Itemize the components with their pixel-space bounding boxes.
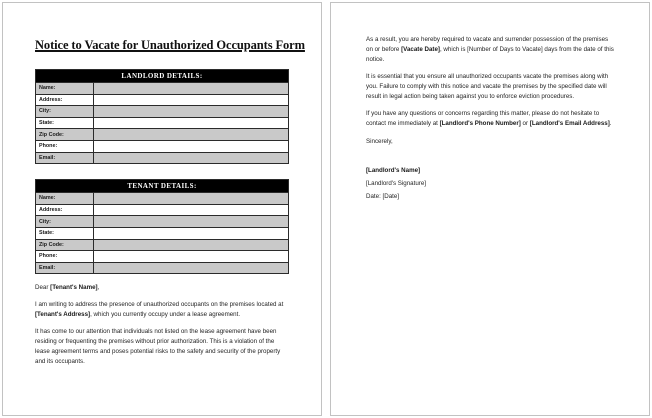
text-run: , which is [Number of Days to Vacate] days from the date of this notice. <box>366 46 614 63</box>
placeholder-text: [Landlord's Email Address] <box>529 120 610 127</box>
field-label: Email: <box>36 153 94 164</box>
field-value-cell[interactable] <box>94 106 288 117</box>
placeholder-text: [Landlord's Name] <box>366 167 421 174</box>
field-value-cell[interactable] <box>94 205 288 216</box>
vacate-deadline-paragraph <box>366 35 614 65</box>
table-row <box>36 227 288 239</box>
text-run: I am writing to address the presence of unauthorized occupants on the premises located at <box>35 301 284 309</box>
table-row <box>36 140 288 152</box>
salutation-paragraph <box>35 283 289 293</box>
field-value-cell[interactable] <box>94 153 288 164</box>
field-label: State: <box>36 118 94 129</box>
text-run: If you have any questions or concerns regarding this matter, please do not hesitate to contact me immediately at <box>366 110 600 127</box>
field-value-cell[interactable] <box>94 193 288 204</box>
text-run: . <box>609 120 612 127</box>
field-label: Name: <box>36 83 94 94</box>
table-row <box>36 250 288 262</box>
field-value-cell[interactable] <box>94 228 288 239</box>
table-row <box>36 239 288 251</box>
field-label: Address: <box>36 95 94 106</box>
landlord-table-header: LANDLORD DETAILS: <box>36 70 288 82</box>
text-run: or <box>520 120 530 127</box>
compliance-paragraph <box>366 72 614 102</box>
page-2 <box>330 2 650 416</box>
closing-line: Sincerely, <box>366 138 393 145</box>
tenant-table-header: TENANT DETAILS: <box>36 180 288 192</box>
text-run: , which you currently occupy under a lease agreement. <box>90 311 241 319</box>
document-title: Notice to Vacate for Unauthorized Occupants Form <box>35 38 305 52</box>
table-row <box>36 128 288 140</box>
field-label: State: <box>36 228 94 239</box>
field-value-cell[interactable] <box>94 263 288 274</box>
field-value-cell[interactable] <box>94 83 288 94</box>
signature-name-line <box>366 166 614 176</box>
contact-paragraph <box>366 109 614 129</box>
text-run: , <box>97 284 100 292</box>
text-run: It has come to our attention that individuals not listed on the lease agreement have been residing or frequenting the premises without prior authorization. This is a violation of the lease agreement terms and poses potential risks to the safety and security of the property and its occupants. <box>35 328 281 366</box>
field-value-cell[interactable] <box>94 240 288 251</box>
field-label: Phone: <box>36 141 94 152</box>
field-value-cell[interactable] <box>94 251 288 262</box>
field-value-cell[interactable] <box>94 95 288 106</box>
field-value-cell[interactable] <box>94 141 288 152</box>
field-label: Zip Code: <box>36 129 94 140</box>
signature-date-line <box>366 192 614 202</box>
field-value-cell[interactable] <box>94 118 288 129</box>
field-value-cell[interactable] <box>94 216 288 227</box>
table-row <box>36 204 288 216</box>
placeholder-text: [Landlord's Phone Number] <box>439 120 521 127</box>
table-row <box>36 94 288 106</box>
landlord-details-table <box>35 69 289 164</box>
field-label: Email: <box>36 263 94 274</box>
text-run: Date: [Date] <box>366 193 400 200</box>
table-row <box>36 82 288 94</box>
field-label: City: <box>36 216 94 227</box>
table-row <box>36 192 288 204</box>
field-label: Phone: <box>36 251 94 262</box>
field-label: Name: <box>36 193 94 204</box>
text-run: As a result, you are hereby required to vacate and surrender possession of the premises on or before <box>366 36 609 53</box>
tenant-table-body <box>36 192 288 273</box>
text-run: [Landlord's Signature] <box>366 180 427 187</box>
table-row <box>36 117 288 129</box>
field-label: Address: <box>36 205 94 216</box>
placeholder-text: [Tenant's Name] <box>50 284 98 292</box>
table-row <box>36 105 288 117</box>
placeholder-text: [Tenant's Address] <box>35 311 91 319</box>
table-row <box>36 215 288 227</box>
placeholder-text: [Vacate Date] <box>401 46 440 53</box>
field-label: City: <box>36 106 94 117</box>
field-label: Zip Code: <box>36 240 94 251</box>
tenant-details-table <box>35 179 289 274</box>
text-run: It is essential that you ensure all unauthorized occupants vacate the premises along with you. Failure to comply with this notice and vacate the premises by the specified date will result in legal action being taken against you to enforce eviction procedures. <box>366 73 609 100</box>
landlord-table-body <box>36 82 288 163</box>
table-row <box>36 152 288 164</box>
field-value-cell[interactable] <box>94 129 288 140</box>
text-run: Dear <box>35 284 51 292</box>
signature-line <box>366 179 614 189</box>
table-row <box>36 262 288 274</box>
page-1 <box>2 2 322 416</box>
violation-paragraph <box>35 327 289 367</box>
intro-paragraph <box>35 300 289 320</box>
